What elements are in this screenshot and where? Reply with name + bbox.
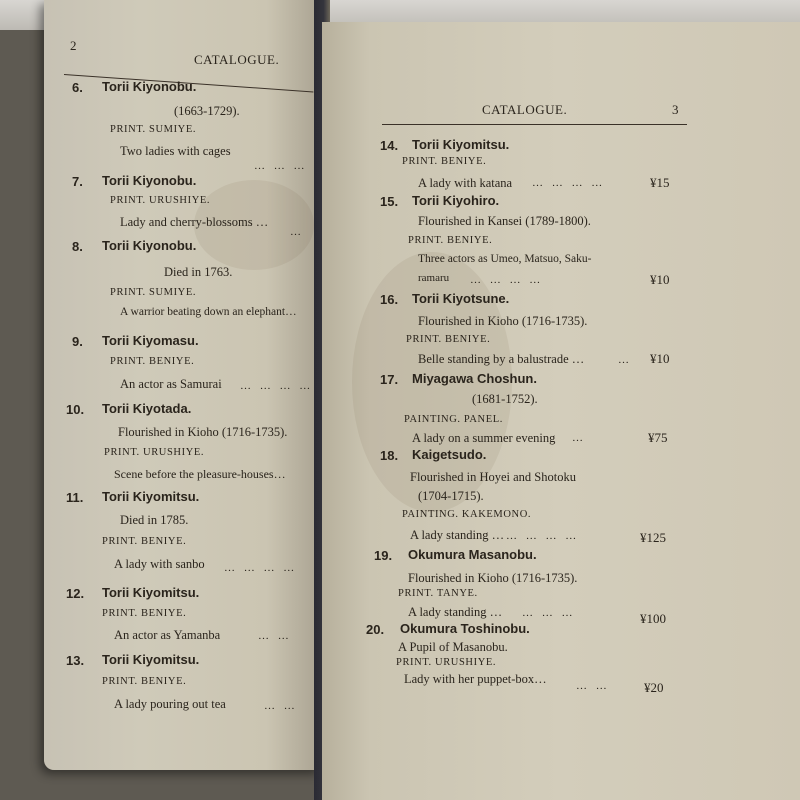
running-head: CATALOGUE.: [482, 102, 568, 117]
work-type: PRINT. URUSHIYE.: [104, 447, 205, 458]
artist-name: Torii Kiyotada.: [102, 401, 192, 416]
artist-dates: Flourished in Kioho (1716-1735).: [408, 571, 578, 585]
artist-dates: Flourished in Kioho (1716-1735).: [118, 425, 288, 439]
work-type: PRINT. SUMIYE.: [110, 287, 197, 298]
entry-number: 6.: [72, 80, 83, 95]
right-page: [322, 22, 800, 800]
leader-dots: … … … …: [470, 274, 544, 286]
artist-name: Torii Kiyonobu.: [102, 79, 197, 94]
artist-name: Okumura Toshinobu.: [400, 621, 530, 636]
work-title: A warrior beating down an elephant…: [120, 306, 297, 318]
artist-name: Torii Kiyomitsu.: [102, 489, 200, 504]
work-type: PRINT. BENIYE.: [102, 676, 187, 687]
artist-name: Torii Kiyonobu.: [102, 173, 197, 188]
artist-name: Torii Kiyonobu.: [102, 238, 197, 253]
leader-dots: … …: [264, 700, 298, 712]
work-type: PRINT. BENIYE.: [110, 356, 195, 367]
work-type: PRINT. SUMIYE.: [110, 124, 197, 135]
price: ¥75: [648, 430, 668, 445]
leader-dots: … … … …: [506, 530, 580, 542]
artist-details: Flourished in Hoyei and Shotoku: [410, 470, 576, 484]
leader-dots: …: [618, 354, 632, 366]
work-title-continued: ramaru: [418, 272, 450, 284]
work-title: A lady with sanbo: [114, 557, 205, 571]
artist-name: Torii Kiyohiro.: [412, 193, 500, 208]
work-type: PRINT. BENIYE.: [102, 608, 187, 619]
entry-number: 9.: [72, 334, 83, 349]
entry-number: 15.: [380, 194, 399, 209]
artist-name: Torii Kiyomitsu.: [102, 652, 200, 667]
page-number: 3: [672, 102, 679, 117]
work-type: PRINT. BENIYE.: [402, 156, 487, 167]
artist-name: Miyagawa Choshun.: [412, 371, 537, 386]
entry-number: 14.: [380, 138, 399, 153]
artist-dates: (1663-1729).: [174, 104, 240, 118]
leader-dots: … … … …: [240, 380, 314, 392]
work-title: Lady with her puppet-box…: [404, 672, 547, 686]
running-head: CATALOGUE.: [194, 52, 280, 67]
price: ¥100: [640, 611, 666, 626]
entry-number: 11.: [66, 490, 84, 505]
work-type: PRINT. BENIYE.: [102, 536, 187, 547]
leader-dots: … … … …: [224, 562, 298, 574]
artist-dates: Flourished in Kioho (1716-1735).: [418, 314, 588, 328]
work-type: PRINT. BENIYE.: [408, 235, 493, 246]
artist-name: Torii Kiyomitsu.: [412, 137, 510, 152]
work-title: Scene before the pleasure-houses…: [114, 467, 286, 481]
entry-number: 18.: [380, 448, 399, 463]
price: ¥20: [644, 680, 664, 695]
price: ¥10: [650, 351, 670, 366]
work-title: A lady with katana: [418, 176, 513, 190]
entry-number: 20.: [366, 622, 385, 637]
work-title: Belle standing by a balustrade …: [418, 352, 585, 366]
work-title: Lady and cherry-blossoms …: [120, 215, 269, 229]
price: ¥10: [650, 272, 670, 287]
entry-number: 10.: [66, 402, 85, 417]
work-title: A lady on a summer evening: [412, 431, 556, 445]
work-type: PRINT. TANYE.: [398, 588, 478, 599]
artist-name: Kaigetsudo.: [412, 447, 487, 462]
leader-dots: …: [290, 226, 304, 238]
work-title: A lady standing …: [410, 528, 505, 542]
work-type: PAINTING. PANEL.: [404, 414, 503, 425]
work-title: An actor as Samurai: [120, 377, 222, 391]
entry-number: 8.: [72, 239, 83, 254]
entry-number: 13.: [66, 653, 85, 668]
left-page: [44, 0, 322, 770]
entry-number: 16.: [380, 292, 399, 307]
artist-dates: Died in 1763.: [164, 265, 233, 279]
artist-name: Okumura Masanobu.: [408, 547, 537, 562]
artist-name: Torii Kiyomasu.: [102, 333, 199, 348]
work-title: Two ladies with cages: [120, 144, 231, 158]
leader-dots: …: [572, 432, 586, 444]
leader-dots: … … … …: [532, 177, 606, 189]
work-title: Three actors as Umeo, Matsuo, Saku-: [418, 253, 592, 265]
artist-name: Torii Kiyomitsu.: [102, 585, 200, 600]
header-rule: [382, 124, 687, 125]
artist-dates: Died in 1785.: [120, 513, 189, 527]
entry-number: 19.: [374, 548, 393, 563]
leader-dots: … … …: [522, 607, 576, 619]
leader-dots: … … …: [254, 160, 308, 172]
leader-dots: … …: [258, 630, 292, 642]
artist-name: Torii Kiyotsune.: [412, 291, 510, 306]
entry-number: 7.: [72, 174, 83, 189]
price: ¥125: [640, 530, 666, 545]
artist-details: A Pupil of Masanobu.: [398, 640, 508, 654]
work-title: An actor as Yamanba: [114, 628, 221, 642]
leader-dots: … …: [576, 680, 610, 692]
entry-number: 17.: [380, 372, 399, 387]
artist-dates: (1681-1752).: [472, 392, 538, 406]
work-title: A lady pouring out tea: [114, 697, 226, 711]
page-number: 2: [70, 38, 77, 53]
artist-dates: (1704-1715).: [418, 489, 484, 503]
work-title: A lady standing …: [408, 605, 503, 619]
price: ¥15: [650, 175, 670, 190]
artist-dates: Flourished in Kansei (1789-1800).: [418, 214, 591, 228]
work-type: PRINT. URUSHIYE.: [110, 195, 211, 206]
work-type: PRINT. BENIYE.: [406, 334, 491, 345]
work-type: PRINT. URUSHIYE.: [396, 657, 497, 668]
entry-number: 12.: [66, 586, 85, 601]
work-type: PAINTING. KAKEMONO.: [402, 509, 532, 520]
